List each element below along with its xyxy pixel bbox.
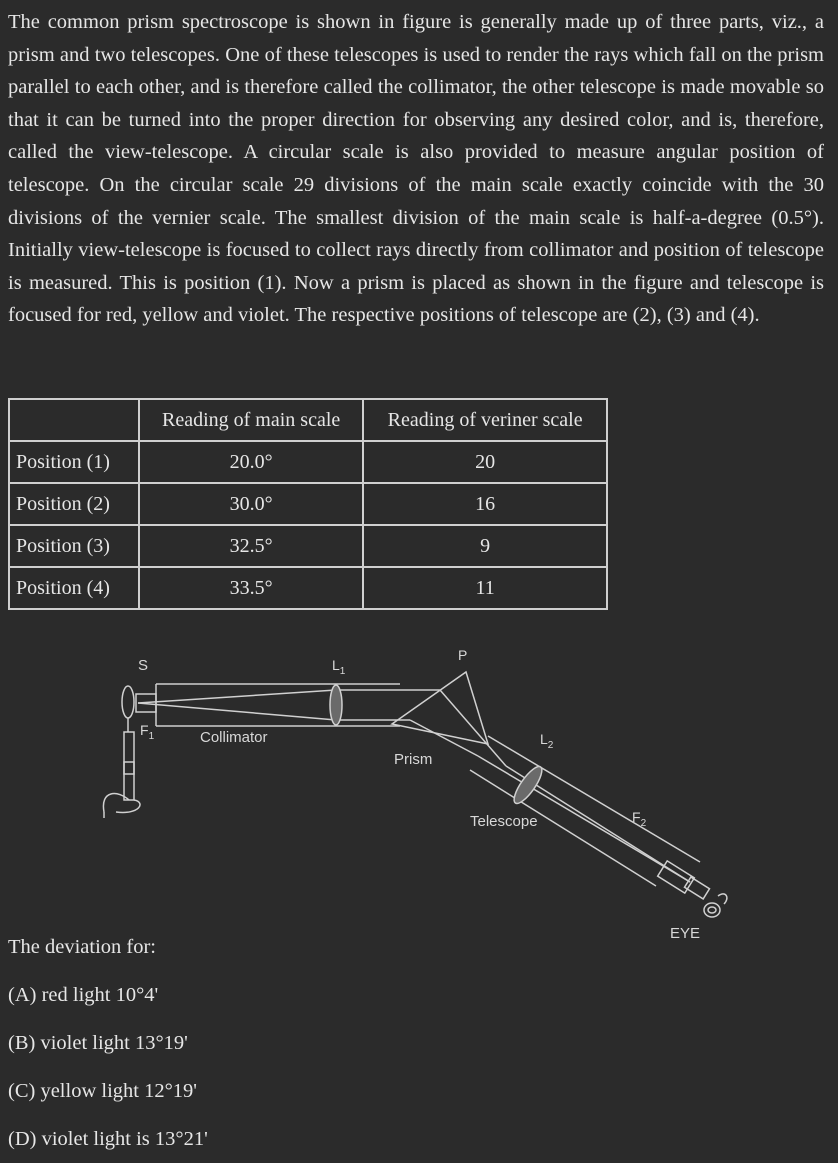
- label-collimator: Collimator: [200, 729, 268, 746]
- label-l1-main: L: [332, 657, 340, 673]
- readings-table: [8, 398, 608, 610]
- lens-l1: [330, 685, 342, 725]
- row-label: Position (2): [9, 483, 139, 525]
- table-header-main-scale: Reading of main scale: [139, 399, 363, 441]
- vernier-scale-value: 16: [363, 483, 607, 525]
- table-row: [9, 525, 607, 567]
- label-l1-sub: 1: [339, 666, 346, 677]
- option-a[interactable]: (A) red light 10°4': [8, 984, 159, 1006]
- label-f2-sub: 2: [640, 818, 647, 829]
- problem-paragraph: The common prism spectroscope is shown in figure is generally made up of three parts, viz., a prism and two telescopes. One of these telescopes is used to render the rays which fall on the prism parallel to each other, and is therefore called the collimator, the other telescope is made movable so that it can be turned into the proper direction for observing any desired color, and is, therefore, called the view-telescope. A circular scale is also provided to measure angular position of telescope. On the circular scale 29 divisions of the main scale exactly coincide with the 30 divisions of the vernier scale. The smallest division of the main scale is half-a-degree (0.5°). Initially view-telescope is focused to collect rays directly from collimator and position of telescope is measured. This is position (1). Now a prism is placed as shown in the figure and telescope is focused for red, yellow and violet. The respective positions of telescope are (2), (3) and (4).: [8, 11, 824, 327]
- table-row: [9, 441, 607, 483]
- eye-icon: [704, 894, 727, 917]
- label-l1: [332, 657, 346, 677]
- table-row: [9, 483, 607, 525]
- spectroscope-diagram: [0, 640, 838, 950]
- row-label: Position (1): [9, 441, 139, 483]
- label-s: S: [138, 657, 149, 674]
- label-telescope: Telescope: [470, 813, 538, 830]
- label-prism: Prism: [394, 751, 433, 768]
- vernier-scale-value: 11: [363, 567, 607, 609]
- label-f2-main: F: [632, 809, 641, 825]
- source-lamp: [103, 686, 140, 818]
- option-b[interactable]: (B) violet light 13°19': [8, 1032, 188, 1054]
- row-label: Position (4): [9, 567, 139, 609]
- main-scale-value: 30.0°: [139, 483, 363, 525]
- label-f1-main: F: [140, 722, 149, 738]
- vernier-scale-value: 9: [363, 525, 607, 567]
- table-header-vernier-scale: Reading of veriner scale: [363, 399, 607, 441]
- collimator-tube: [136, 684, 440, 726]
- label-l2-sub: 2: [547, 740, 554, 751]
- label-f1-sub: 1: [148, 731, 155, 742]
- label-p: P: [458, 647, 468, 663]
- option-d[interactable]: (D) violet light is 13°21': [8, 1128, 208, 1150]
- main-scale-value: 32.5°: [139, 525, 363, 567]
- vernier-scale-value: 20: [363, 441, 607, 483]
- main-scale-value: 33.5°: [139, 567, 363, 609]
- label-l2-main: L: [540, 731, 548, 747]
- main-scale-value: 20.0°: [139, 441, 363, 483]
- table-header-empty: [9, 399, 139, 441]
- label-f1: [140, 722, 155, 742]
- table-row: [9, 567, 607, 609]
- option-c[interactable]: (C) yellow light 12°19': [8, 1080, 197, 1102]
- label-eye: EYE: [670, 925, 701, 942]
- question-title: The deviation for:: [8, 936, 157, 958]
- label-l2: [540, 731, 554, 751]
- row-label: Position (3): [9, 525, 139, 567]
- table-header-row: [9, 399, 607, 441]
